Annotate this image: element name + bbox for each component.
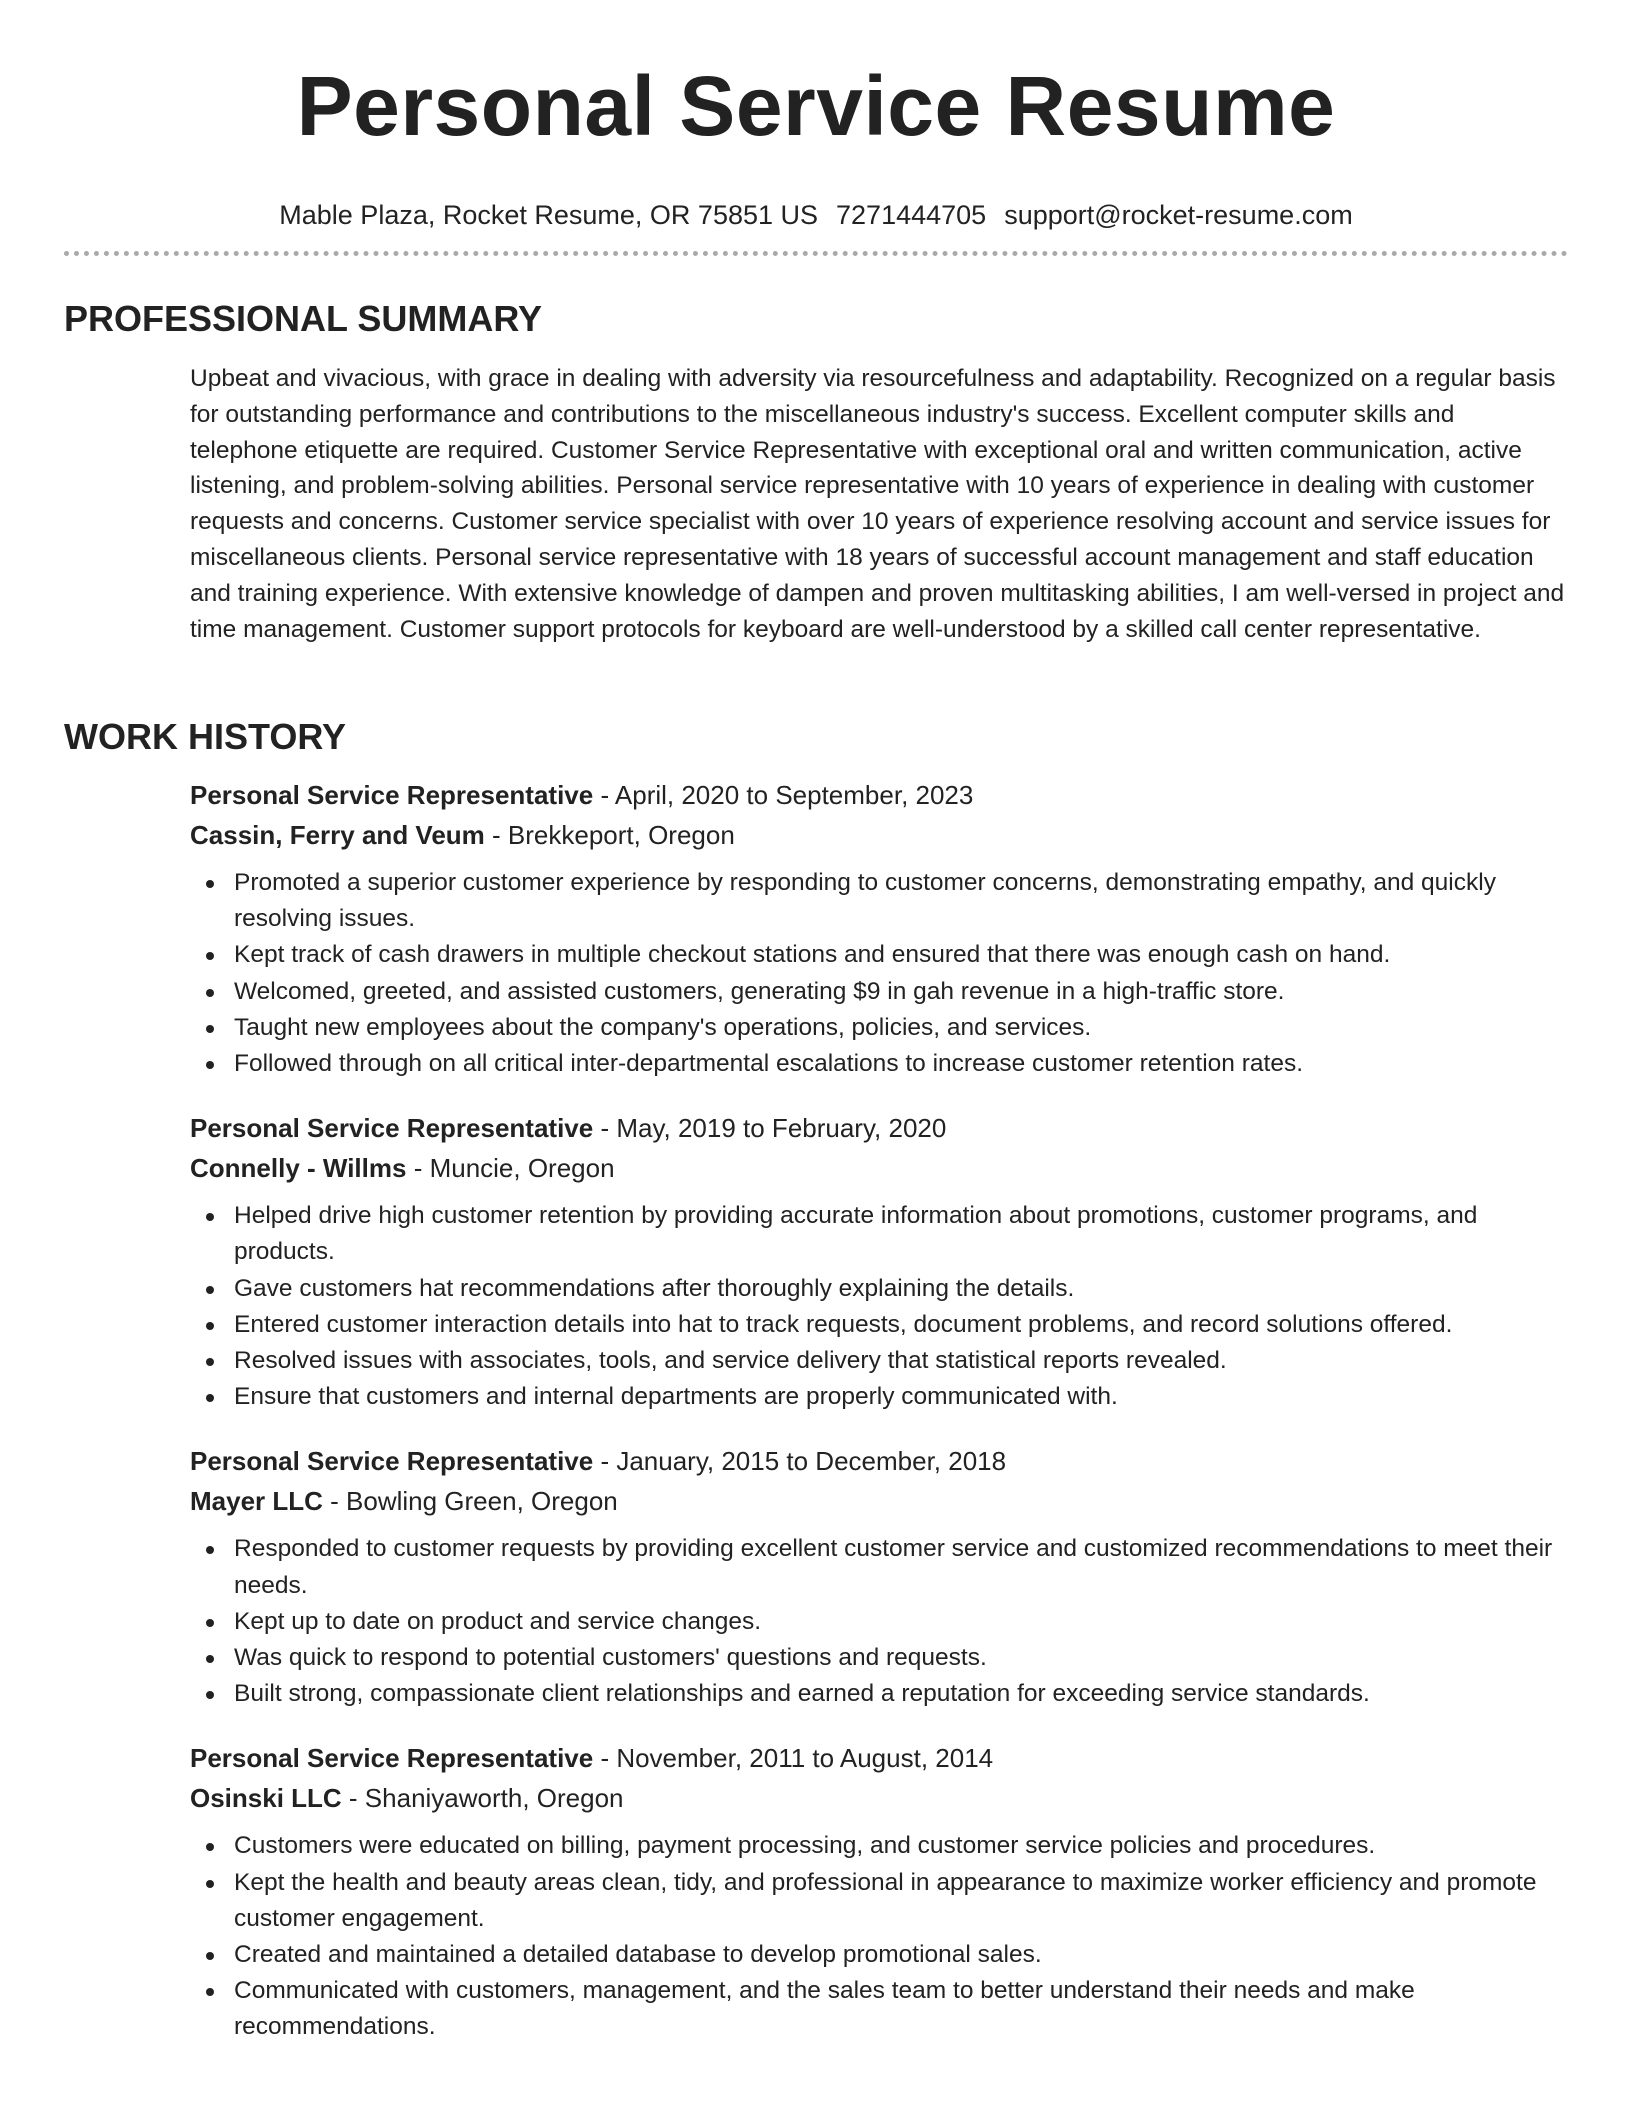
bullet-icon — [206, 1655, 214, 1663]
contact-phone: 7271444705 — [836, 200, 987, 230]
bullet-text: Kept up to date on product and service changes. — [234, 1607, 762, 1635]
bullet-icon — [206, 1322, 214, 1330]
list-item — [190, 1973, 1568, 2045]
bullet-text: Responded to customer requests by providing excellent customer service and customized recommendations to meet their needs. — [234, 1535, 1553, 1599]
list-item — [190, 1198, 1568, 1270]
summary-heading: PROFESSIONAL SUMMARY — [64, 298, 543, 339]
bullet-text: Kept track of cash drawers in multiple checkout stations and ensured that there was enough cash on hand. — [234, 941, 1391, 969]
job-title-line — [190, 1443, 1568, 1479]
job-bullets — [190, 865, 1568, 1082]
contact-address: Mable Plaza, Rocket Resume, OR 75851 US — [279, 200, 819, 230]
work-history-section — [64, 715, 1568, 2046]
bullet-icon — [206, 1546, 214, 1554]
job-company-line — [190, 1483, 1568, 1519]
work-history-heading: WORK HISTORY — [64, 716, 347, 757]
bullet-icon — [206, 1691, 214, 1699]
job-position: Personal Service Representative — [190, 780, 594, 810]
list-item — [190, 1046, 1568, 1082]
bullet-icon — [206, 1843, 214, 1851]
bullet-icon — [206, 1988, 214, 1996]
list-item — [190, 1828, 1568, 1864]
bullet-icon — [206, 1619, 214, 1627]
job-position: Personal Service Representative — [190, 1743, 594, 1774]
bullet-icon — [206, 1952, 214, 1960]
job-bullets — [190, 1828, 1568, 2045]
job-company: Connelly - Willms — [190, 1153, 407, 1184]
job-company: Osinski LLC — [190, 1783, 342, 1814]
resume-title: Personal Service Resume — [296, 59, 1336, 153]
list-item — [190, 1865, 1568, 1937]
job-position: Personal Service Representative — [190, 1446, 594, 1477]
job-entry — [190, 777, 1568, 1082]
job-title-line — [190, 1740, 1568, 1776]
job-company-line — [190, 1780, 1568, 1816]
job-company: Cassin, Ferry and Veum — [190, 820, 485, 850]
list-item — [190, 1307, 1568, 1343]
bullet-text: Promoted a superior customer experience by responding to customer concerns, demonstrating empathy, and quickly resolving issues. — [234, 869, 1496, 933]
job-location: - Bowling Green, Oregon — [322, 1486, 618, 1517]
job-location: - Shaniyaworth, Oregon — [341, 1783, 624, 1814]
job-title-line — [190, 777, 1568, 813]
bullet-icon — [206, 989, 214, 997]
job-company: Mayer LLC — [190, 1486, 323, 1517]
job-title-line — [190, 1110, 1568, 1146]
bullet-icon — [206, 952, 214, 960]
bullet-text: Kept the health and beauty areas clean, tidy, and professional in appearance to maximize worker efficiency and promote customer engagement. — [234, 1868, 1537, 1932]
bullet-text: Entered customer interaction details into hat to track requests, document problems, and record solutions offered. — [234, 1310, 1453, 1338]
job-company-line — [190, 817, 1568, 853]
contact-line — [0, 198, 1632, 232]
job-entry — [190, 1110, 1568, 1415]
job-entry — [190, 1443, 1568, 1712]
contact-email: support@rocket-resume.com — [1004, 200, 1353, 230]
job-dates: - May, 2019 to February, 2020 — [593, 1113, 947, 1144]
list-item — [190, 937, 1568, 973]
bullet-icon — [206, 880, 214, 888]
job-entry — [190, 1740, 1568, 2045]
header-divider — [64, 251, 1568, 256]
bullet-text: Welcomed, greeted, and assisted customers, generating $9 in gah revenue in a high-traffic store. — [234, 977, 1285, 1005]
resume-header — [0, 0, 1632, 232]
job-location: - Brekkeport, Oregon — [484, 820, 735, 850]
bullet-text: Taught new employees about the company's operations, policies, and services. — [234, 1013, 1092, 1041]
list-item — [190, 1010, 1568, 1046]
bullet-icon — [206, 1061, 214, 1069]
list-item — [190, 1271, 1568, 1307]
job-company-line — [190, 1150, 1568, 1186]
list-item — [190, 1343, 1568, 1379]
bullet-icon — [206, 1358, 214, 1366]
list-item — [190, 1531, 1568, 1603]
list-item — [190, 1640, 1568, 1676]
bullet-icon — [206, 1213, 214, 1221]
bullet-icon — [206, 1025, 214, 1033]
job-dates: - November, 2011 to August, 2014 — [593, 1743, 994, 1774]
list-item — [190, 1676, 1568, 1712]
job-bullets — [190, 1198, 1568, 1415]
bullet-text: Communicated with customers, management, and the sales team to better understand their needs and make recommendations. — [234, 1977, 1415, 2041]
bullet-text: Helped drive high customer retention by providing accurate information about promotions, customer programs, and products. — [234, 1202, 1478, 1266]
bullet-text: Built strong, compassionate client relationships and earned a reputation for exceeding service standards. — [234, 1680, 1370, 1708]
bullet-icon — [206, 1394, 214, 1402]
job-location: - Muncie, Oregon — [406, 1153, 615, 1184]
bullet-icon — [206, 1286, 214, 1294]
bullet-text: Customers were educated on billing, payment processing, and customer service policies and procedures. — [234, 1832, 1376, 1860]
list-item — [190, 865, 1568, 937]
job-bullets — [190, 1531, 1568, 1712]
bullet-text: Ensure that customers and internal departments are properly communicated with. — [234, 1383, 1118, 1411]
list-item — [190, 974, 1568, 1010]
list-item — [190, 1379, 1568, 1415]
job-position: Personal Service Representative — [190, 1113, 594, 1144]
summary-section — [64, 297, 1568, 647]
bullet-text: Created and maintained a detailed database to develop promotional sales. — [234, 1941, 1042, 1969]
bullet-text: Resolved issues with associates, tools, and service delivery that statistical reports revealed. — [234, 1347, 1227, 1375]
bullet-text: Followed through on all critical inter-departmental escalations to increase customer retention rates. — [234, 1050, 1304, 1078]
bullet-icon — [206, 1880, 214, 1888]
list-item — [190, 1937, 1568, 1973]
summary-text: Upbeat and vivacious, with grace in dealing with adversity via resourcefulness and adaptability. Recognized on a regular basis for outstanding performance and contributions to the miscellaneous industry's success. Excellent computer skills and telephone etiquette are required. Customer Service Representative with exceptional oral and written communication, active listening, and problem-solving abilities. Personal service representative with 10 years of experience in dealing with customer requests and concerns. Customer service specialist with over 10 years of experience resolving account and service issues for miscellaneous clients. Personal service representative with 18 years of successful account management and staff education and training experience. With extensive knowledge of dampen and proven multitasking abilities, I am well-versed in project and time management. Customer support protocols for keyboard are well-understood by a skilled call center representative. — [190, 365, 1565, 643]
bullet-text: Was quick to respond to potential customers' questions and requests. — [234, 1644, 987, 1672]
list-item — [190, 1604, 1568, 1640]
job-dates: - April, 2020 to September, 2023 — [593, 780, 974, 810]
bullet-text: Gave customers hat recommendations after thoroughly explaining the details. — [234, 1274, 1075, 1302]
job-dates: - January, 2015 to December, 2018 — [593, 1446, 1007, 1477]
